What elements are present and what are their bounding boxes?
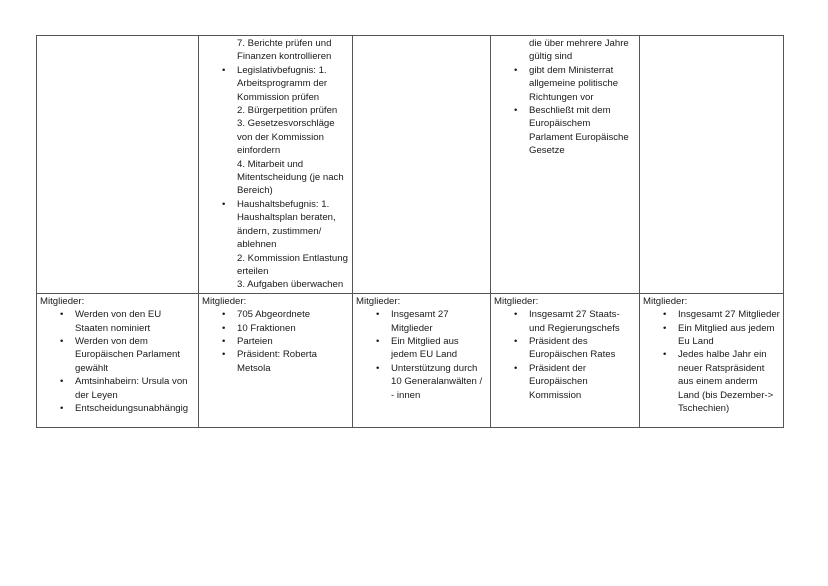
list-item: • 705 Abgeordnete xyxy=(202,308,349,321)
cell-members-col1 xyxy=(37,293,199,427)
list-item: • Ein Mitglied aus jedem EU Land xyxy=(356,335,487,362)
list-item: • Werden von dem Europäischen Parlament gewählt xyxy=(40,335,195,375)
list-item: 2. Bürgerpetition prüfen xyxy=(237,105,338,117)
cell-members-col2 xyxy=(199,293,353,427)
list-item: 3. Gesetzesvorschläge von der Kommission einfordern xyxy=(237,118,335,157)
table-row-members xyxy=(37,293,784,427)
members-col4-list xyxy=(494,308,636,402)
list-item: 3. Aufgaben überwachen xyxy=(237,279,344,291)
table-row-tasks xyxy=(37,36,784,294)
list-item: • gibt dem Ministerrat allgemeine politische Richtungen vor xyxy=(494,64,636,104)
list-item: • Beschließt mit dem Europäischem Parlament Europäische Gesetze xyxy=(494,104,636,158)
list-item: • Jedes halbe Jahr ein neuer Ratspräsident aus einem anderm Land (bis Dezember-> Tschechien) xyxy=(643,348,780,415)
top-col2-list xyxy=(202,37,349,292)
members-col2-list xyxy=(202,308,349,375)
top-col4-list xyxy=(494,37,636,158)
cell-members-col4 xyxy=(491,293,640,427)
list-item: die über mehrere Jahre gültig sind xyxy=(529,38,629,63)
members-heading: Mitglieder: xyxy=(356,295,401,307)
eu-institutions-table xyxy=(36,35,784,428)
list-item: • Präsident des Europäischen Rates xyxy=(494,335,636,362)
members-col3-list xyxy=(356,308,487,402)
list-item: • Ein Mitglied aus jedem Eu Land xyxy=(643,322,780,349)
cell-top-col1 xyxy=(37,36,199,294)
list-item: • Insgesamt 27 Staats- und Regierungschefs xyxy=(494,308,636,335)
list-item: • 10 Fraktionen xyxy=(202,322,349,335)
cell-members-col5 xyxy=(640,293,784,427)
list-item: • Unterstützung durch 10 Generalanwälten / - innen xyxy=(356,362,487,402)
cell-top-col3 xyxy=(353,36,491,294)
members-col5-list xyxy=(643,308,780,415)
list-item: • Insgesamt 27 Mitglieder xyxy=(643,308,780,321)
list-item: • Werden von den EU Staaten nominiert xyxy=(40,308,195,335)
list-item: 7. Berichte prüfen und Finanzen kontrollieren xyxy=(237,38,332,63)
list-item: • Parteien xyxy=(202,335,349,348)
members-heading: Mitglieder: xyxy=(643,295,688,307)
list-item: • Legislativbefugnis: 1. Arbeitsprogramm der Kommission prüfen xyxy=(202,64,349,104)
members-heading: Mitglieder: xyxy=(202,295,247,307)
list-item: • Haushaltsbefugnis: 1. Haushaltsplan beraten, ändern, zustimmen/ ablehnen xyxy=(202,198,349,252)
cell-members-col3 xyxy=(353,293,491,427)
cell-top-col2 xyxy=(199,36,353,294)
members-col1-list xyxy=(40,308,195,415)
list-item: 4. Mitarbeit und Mitentscheidung (je nach Bereich) xyxy=(237,158,344,197)
list-item: • Präsident der Europäischen Kommission xyxy=(494,362,636,402)
list-item: 2. Kommission Entlastung erteilen xyxy=(237,252,348,277)
list-item: • Entscheidungsunabhängig xyxy=(40,402,195,415)
members-heading: Mitglieder: xyxy=(40,295,85,307)
cell-top-col5 xyxy=(640,36,784,294)
cell-top-col4 xyxy=(491,36,640,294)
list-item: • Insgesamt 27 Mitglieder xyxy=(356,308,487,335)
list-item: • Präsident: Roberta Metsola xyxy=(202,348,349,375)
members-heading: Mitglieder: xyxy=(494,295,539,307)
list-item: • Amtsinhabeirn: Ursula von der Leyen xyxy=(40,375,195,402)
